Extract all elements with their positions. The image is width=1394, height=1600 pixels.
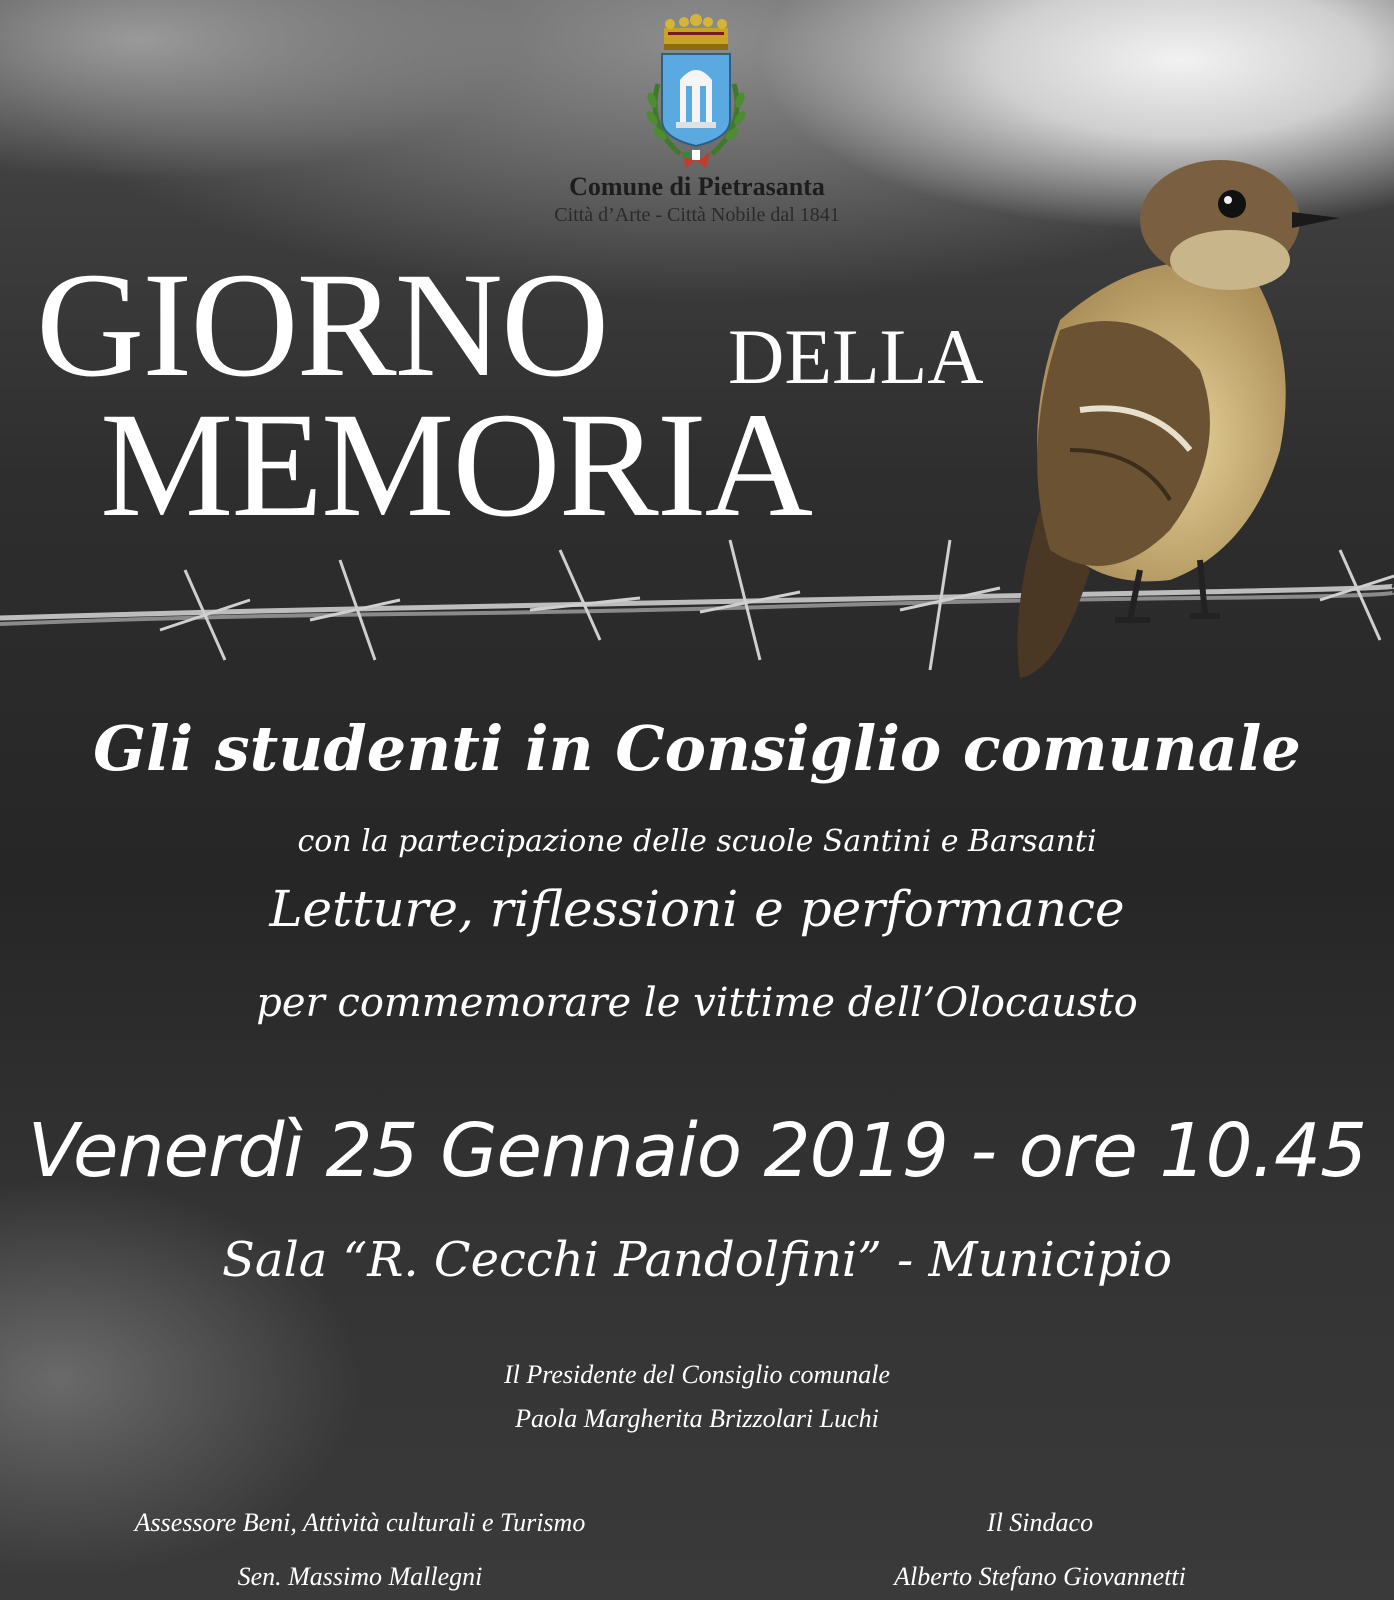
president-name: Paola Margherita Brizzolari Luchi — [515, 1404, 879, 1433]
venue: Sala “R. Cecchi Pandolfini” - Municipio — [221, 1232, 1173, 1288]
students-line: Gli studenti in Consiglio comunale — [93, 712, 1301, 785]
schools-line: con la partecipazione delle scuole Santini e Barsanti — [297, 824, 1097, 859]
title-memoria: MEMORIA — [100, 382, 812, 548]
assessor-role: Assessore Beni, Attività culturali e Turismo — [134, 1508, 586, 1537]
coat-of-arms-icon — [640, 14, 752, 172]
president-role: Il Presidente del Consiglio comunale — [503, 1360, 891, 1389]
mayor-role: Il Sindaco — [986, 1508, 1094, 1537]
title-della: DELLA — [728, 313, 984, 400]
comune-subtitle: Città d’Arte - Città Nobile dal 1841 — [554, 204, 840, 226]
assessor-name: Sen. Massimo Mallegni — [237, 1562, 483, 1591]
commemorate-line: per commemorare le vittime dell’Olocausto — [256, 980, 1138, 1026]
comune-name: Comune di Pietrasanta — [569, 172, 825, 201]
title-giorno: GIORNO — [36, 242, 608, 408]
date-time: Venerdì 25 Gennaio 2019 - ore 10.45 — [27, 1108, 1367, 1194]
mayor-name: Alberto Stefano Giovannetti — [894, 1562, 1186, 1591]
bird-illustration — [1000, 150, 1360, 690]
readings-line: Letture, riflessioni e performance — [269, 880, 1125, 938]
